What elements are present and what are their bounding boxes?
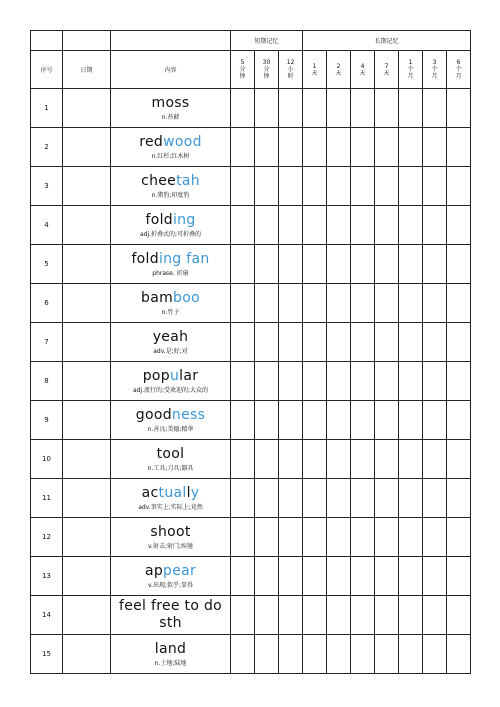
review-check-cell[interactable] [231, 167, 255, 206]
review-check-cell[interactable] [447, 284, 471, 323]
vocab-word [111, 95, 230, 112]
date-cell[interactable] [63, 596, 111, 635]
content-cell [111, 518, 231, 557]
review-check-cell[interactable] [351, 89, 375, 128]
review-check-cell[interactable] [351, 128, 375, 167]
review-check-cell[interactable] [423, 206, 447, 245]
interval-header: 1 天 [303, 51, 327, 89]
header-blank-cell [111, 31, 231, 51]
word-plain: yeah [152, 328, 189, 345]
word-plain: tool [156, 445, 185, 462]
review-check-cell[interactable] [279, 557, 303, 596]
review-check-cell[interactable] [351, 557, 375, 596]
review-check-cell[interactable] [303, 635, 327, 674]
review-check-cell[interactable] [327, 557, 351, 596]
review-check-cell[interactable] [255, 128, 279, 167]
review-check-cell[interactable] [447, 362, 471, 401]
review-check-cell[interactable] [327, 362, 351, 401]
content-cell [111, 89, 231, 128]
content-header: 内容 [111, 51, 231, 89]
date-cell[interactable] [63, 206, 111, 245]
content-cell [111, 206, 231, 245]
review-check-cell[interactable] [279, 323, 303, 362]
content-cell [111, 245, 231, 284]
review-check-cell[interactable] [327, 479, 351, 518]
review-check-cell[interactable] [255, 518, 279, 557]
review-check-cell[interactable] [303, 440, 327, 479]
review-check-cell[interactable] [447, 557, 471, 596]
row-index: 15 [31, 635, 63, 674]
review-check-cell[interactable] [399, 128, 423, 167]
word-plain: ap [144, 562, 164, 579]
review-check-cell[interactable] [375, 557, 399, 596]
review-check-cell[interactable] [255, 635, 279, 674]
review-check-cell[interactable] [303, 89, 327, 128]
row-index: 4 [31, 206, 63, 245]
table-row [31, 479, 471, 518]
table-row [31, 284, 471, 323]
review-check-cell[interactable] [351, 167, 375, 206]
vocab-word [111, 290, 230, 307]
table-row [31, 323, 471, 362]
date-header: 日期 [63, 51, 111, 89]
vocab-word [111, 563, 230, 580]
table-row [31, 596, 471, 635]
review-check-cell[interactable] [399, 479, 423, 518]
review-check-cell[interactable] [423, 440, 447, 479]
review-check-cell[interactable] [423, 635, 447, 674]
vocab-word [111, 212, 230, 229]
word-highlight-after: y [190, 484, 200, 501]
review-check-cell[interactable] [375, 206, 399, 245]
review-check-cell[interactable] [231, 440, 255, 479]
vocab-word [111, 368, 230, 385]
review-check-cell[interactable] [279, 479, 303, 518]
review-check-cell[interactable] [375, 245, 399, 284]
row-index: 14 [31, 596, 63, 635]
review-check-cell[interactable] [255, 89, 279, 128]
review-check-cell[interactable] [399, 206, 423, 245]
review-check-cell[interactable] [399, 440, 423, 479]
row-index: 8 [31, 362, 63, 401]
word-plain: feel free to do sth [118, 597, 222, 631]
review-check-cell[interactable] [327, 128, 351, 167]
interval-header: 6 个 月 [447, 51, 471, 89]
review-check-cell[interactable] [279, 635, 303, 674]
review-check-cell[interactable] [423, 479, 447, 518]
review-check-cell[interactable] [279, 167, 303, 206]
word-plain: good [135, 406, 172, 423]
content-cell [111, 557, 231, 596]
review-check-cell[interactable] [327, 284, 351, 323]
review-check-cell[interactable] [351, 440, 375, 479]
review-check-cell[interactable] [231, 635, 255, 674]
word-highlight: u [169, 367, 180, 384]
review-check-cell[interactable] [255, 245, 279, 284]
review-check-cell[interactable] [423, 401, 447, 440]
review-check-cell[interactable] [231, 596, 255, 635]
review-check-cell[interactable] [447, 440, 471, 479]
review-check-cell[interactable] [351, 206, 375, 245]
review-check-cell[interactable] [231, 284, 255, 323]
review-check-cell[interactable] [279, 245, 303, 284]
date-cell[interactable] [63, 401, 111, 440]
header-blank-cell [31, 31, 63, 51]
vocab-word [111, 329, 230, 346]
review-check-cell[interactable] [303, 479, 327, 518]
table-row [31, 557, 471, 596]
content-cell [111, 167, 231, 206]
review-check-cell[interactable] [303, 518, 327, 557]
vocab-word [111, 407, 230, 424]
review-check-cell[interactable] [327, 89, 351, 128]
review-check-cell[interactable] [231, 245, 255, 284]
word-plain: land [154, 640, 187, 657]
review-check-cell[interactable] [351, 635, 375, 674]
review-check-cell[interactable] [327, 323, 351, 362]
review-check-cell[interactable] [351, 284, 375, 323]
row-index: 5 [31, 245, 63, 284]
date-cell[interactable] [63, 557, 111, 596]
review-check-cell[interactable] [447, 596, 471, 635]
row-index: 11 [31, 479, 63, 518]
review-check-cell[interactable] [447, 167, 471, 206]
review-check-cell[interactable] [231, 206, 255, 245]
review-check-cell[interactable] [423, 596, 447, 635]
vocab-word [111, 524, 230, 541]
interval-header: 3 个 月 [423, 51, 447, 89]
review-check-cell[interactable] [447, 635, 471, 674]
review-check-cell[interactable] [423, 284, 447, 323]
review-check-cell[interactable] [255, 167, 279, 206]
interval-header: 5 分 钟 [231, 51, 255, 89]
review-check-cell[interactable] [327, 206, 351, 245]
row-index: 10 [31, 440, 63, 479]
header-column-row [31, 51, 471, 89]
review-check-cell[interactable] [423, 557, 447, 596]
review-check-cell[interactable] [351, 245, 375, 284]
word-definition: n.竹子 [161, 308, 180, 316]
table-row [31, 89, 471, 128]
review-check-cell[interactable] [231, 557, 255, 596]
word-definition: adv.事实上;实际上;竟然 [138, 503, 203, 511]
content-cell [111, 362, 231, 401]
review-check-cell[interactable] [375, 89, 399, 128]
review-check-cell[interactable] [351, 323, 375, 362]
review-check-cell[interactable] [423, 128, 447, 167]
review-check-cell[interactable] [303, 362, 327, 401]
review-check-cell[interactable] [399, 596, 423, 635]
review-check-cell[interactable] [375, 284, 399, 323]
review-check-cell[interactable] [255, 206, 279, 245]
review-check-cell[interactable] [447, 245, 471, 284]
review-check-cell[interactable] [279, 401, 303, 440]
row-index: 7 [31, 323, 63, 362]
interval-header: 30 分 钟 [255, 51, 279, 89]
review-check-cell[interactable] [279, 128, 303, 167]
review-check-cell[interactable] [351, 401, 375, 440]
review-check-cell[interactable] [255, 401, 279, 440]
review-check-cell[interactable] [423, 89, 447, 128]
word-definition: n.土地;陆地 [154, 659, 187, 667]
word-definition: adj.流行的;受欢迎的;大众的 [132, 386, 209, 394]
review-check-cell[interactable] [399, 518, 423, 557]
word-definition: n.善良;美德;精华 [147, 425, 194, 433]
date-cell[interactable] [63, 89, 111, 128]
table-row [31, 440, 471, 479]
review-check-cell[interactable] [423, 245, 447, 284]
review-check-cell[interactable] [351, 596, 375, 635]
word-highlight: boo [173, 289, 200, 306]
word-plain-after: lar [179, 367, 199, 384]
date-cell[interactable] [63, 518, 111, 557]
date-cell[interactable] [63, 479, 111, 518]
review-check-cell[interactable] [351, 518, 375, 557]
review-check-cell[interactable] [447, 479, 471, 518]
interval-header: 12 小 时 [279, 51, 303, 89]
review-check-cell[interactable] [255, 284, 279, 323]
review-check-cell[interactable] [375, 362, 399, 401]
date-cell[interactable] [63, 284, 111, 323]
review-check-cell[interactable] [303, 167, 327, 206]
content-cell [111, 128, 231, 167]
review-check-cell[interactable] [255, 362, 279, 401]
row-index: 12 [31, 518, 63, 557]
word-highlight: ing [172, 211, 196, 228]
row-index: 9 [31, 401, 63, 440]
word-definition: n.猎豹;印度豹 [151, 191, 190, 199]
vocab-word [111, 446, 230, 463]
review-check-cell[interactable] [375, 518, 399, 557]
vocab-word [111, 598, 230, 632]
content-cell [111, 401, 231, 440]
header-group-row [31, 31, 471, 51]
word-highlight: ing fan [158, 250, 210, 267]
date-cell[interactable] [63, 362, 111, 401]
review-check-cell[interactable] [303, 557, 327, 596]
word-plain: moss [151, 94, 190, 111]
table-row [31, 245, 471, 284]
word-definition: adj.折叠式的;可折叠的 [139, 230, 202, 238]
review-check-cell[interactable] [375, 479, 399, 518]
review-check-cell[interactable] [351, 362, 375, 401]
word-plain: fold [131, 250, 159, 267]
word-plain: shoot [150, 523, 191, 540]
review-check-cell[interactable] [279, 284, 303, 323]
date-cell[interactable] [63, 128, 111, 167]
content-cell [111, 479, 231, 518]
vocabulary-rows [31, 89, 471, 674]
date-cell[interactable] [63, 167, 111, 206]
review-check-cell[interactable] [399, 284, 423, 323]
date-cell[interactable] [63, 635, 111, 674]
content-cell [111, 284, 231, 323]
review-check-cell[interactable] [327, 167, 351, 206]
vocab-word [111, 134, 230, 151]
short-term-header: 短期记忆 [231, 31, 303, 51]
review-check-cell[interactable] [447, 518, 471, 557]
review-check-cell[interactable] [375, 635, 399, 674]
table-row [31, 128, 471, 167]
word-plain: ac [141, 484, 159, 501]
review-check-cell[interactable] [375, 128, 399, 167]
review-check-cell[interactable] [231, 401, 255, 440]
word-plain: pop [142, 367, 170, 384]
header-blank-cell [63, 31, 111, 51]
review-check-cell[interactable] [231, 323, 255, 362]
review-check-cell[interactable] [447, 401, 471, 440]
table-row [31, 362, 471, 401]
word-highlight: ness [171, 406, 206, 423]
word-definition: n.红杉;红木树 [151, 152, 190, 160]
review-check-cell[interactable] [327, 596, 351, 635]
row-index: 6 [31, 284, 63, 323]
review-check-cell[interactable] [375, 596, 399, 635]
review-check-cell[interactable] [375, 440, 399, 479]
word-plain: bam [141, 289, 174, 306]
content-cell [111, 635, 231, 674]
review-check-cell[interactable] [375, 167, 399, 206]
review-check-cell[interactable] [231, 89, 255, 128]
review-check-cell[interactable] [303, 401, 327, 440]
review-check-cell[interactable] [447, 89, 471, 128]
row-index: 2 [31, 128, 63, 167]
word-plain: red [139, 133, 164, 150]
date-cell[interactable] [63, 323, 111, 362]
content-cell [111, 440, 231, 479]
review-check-cell[interactable] [303, 206, 327, 245]
interval-header: 7 天 [375, 51, 399, 89]
word-definition: adv.是;好;对 [153, 347, 188, 355]
vocab-word [111, 485, 230, 502]
review-check-cell[interactable] [351, 479, 375, 518]
word-highlight: pear [163, 562, 197, 579]
index-header: 序号 [31, 51, 63, 89]
review-check-cell[interactable] [231, 128, 255, 167]
vocab-word [111, 251, 230, 268]
review-check-cell[interactable] [231, 362, 255, 401]
word-definition: phrase. 折扇 [152, 269, 189, 277]
review-check-cell[interactable] [399, 362, 423, 401]
table-row [31, 167, 471, 206]
row-index: 3 [31, 167, 63, 206]
review-check-cell[interactable] [399, 245, 423, 284]
review-check-cell[interactable] [255, 323, 279, 362]
review-check-cell[interactable] [279, 596, 303, 635]
word-plain-after: l [186, 484, 191, 501]
word-definition: n.工具;刀具;器具 [147, 464, 194, 472]
review-check-cell[interactable] [375, 323, 399, 362]
review-check-cell[interactable] [399, 635, 423, 674]
content-cell [111, 323, 231, 362]
review-check-cell[interactable] [327, 440, 351, 479]
review-check-cell[interactable] [327, 401, 351, 440]
review-check-cell[interactable] [327, 518, 351, 557]
vocab-word [111, 641, 230, 658]
review-check-cell[interactable] [279, 89, 303, 128]
review-check-cell[interactable] [303, 128, 327, 167]
review-check-cell[interactable] [255, 479, 279, 518]
review-check-cell[interactable] [399, 401, 423, 440]
review-check-cell[interactable] [447, 323, 471, 362]
row-index: 13 [31, 557, 63, 596]
review-check-cell[interactable] [279, 518, 303, 557]
review-check-cell[interactable] [399, 89, 423, 128]
review-check-cell[interactable] [255, 557, 279, 596]
review-check-cell[interactable] [399, 323, 423, 362]
word-highlight: wood [163, 133, 202, 150]
word-highlight: tual [158, 484, 187, 501]
content-cell [111, 596, 231, 635]
review-check-cell[interactable] [399, 557, 423, 596]
interval-header: 1 个 月 [399, 51, 423, 89]
table-row [31, 206, 471, 245]
review-check-cell[interactable] [447, 128, 471, 167]
review-check-cell[interactable] [255, 596, 279, 635]
review-check-cell[interactable] [327, 635, 351, 674]
vocabulary-review-table [30, 30, 471, 674]
review-check-cell[interactable] [231, 518, 255, 557]
vocab-word [111, 173, 230, 190]
word-plain: chee [141, 172, 177, 189]
review-check-cell[interactable] [423, 362, 447, 401]
word-definition: n.苔藓 [161, 113, 180, 121]
long-term-header: 长期记忆 [303, 31, 471, 51]
review-check-cell[interactable] [327, 245, 351, 284]
review-check-cell[interactable] [279, 206, 303, 245]
review-check-cell[interactable] [423, 323, 447, 362]
review-check-cell[interactable] [423, 518, 447, 557]
table-row [31, 635, 471, 674]
date-cell[interactable] [63, 245, 111, 284]
review-check-cell[interactable] [279, 440, 303, 479]
interval-header: 2 天 [327, 51, 351, 89]
review-check-cell[interactable] [255, 440, 279, 479]
review-check-cell[interactable] [447, 206, 471, 245]
table-row [31, 401, 471, 440]
word-highlight: tah [176, 172, 200, 189]
review-check-cell[interactable] [303, 323, 327, 362]
review-check-cell[interactable] [423, 167, 447, 206]
review-check-cell[interactable] [399, 167, 423, 206]
review-check-cell[interactable] [279, 362, 303, 401]
review-check-cell[interactable] [231, 479, 255, 518]
row-index: 1 [31, 89, 63, 128]
word-definition: v.出现;似乎;显得 [147, 581, 194, 589]
review-check-cell[interactable] [303, 284, 327, 323]
table-row [31, 518, 471, 557]
word-definition: v.射击;射门;疾驰 [147, 542, 194, 550]
word-plain: fold [145, 211, 173, 228]
date-cell[interactable] [63, 440, 111, 479]
review-check-cell[interactable] [303, 596, 327, 635]
interval-header: 4 天 [351, 51, 375, 89]
review-check-cell[interactable] [375, 401, 399, 440]
review-check-cell[interactable] [303, 245, 327, 284]
